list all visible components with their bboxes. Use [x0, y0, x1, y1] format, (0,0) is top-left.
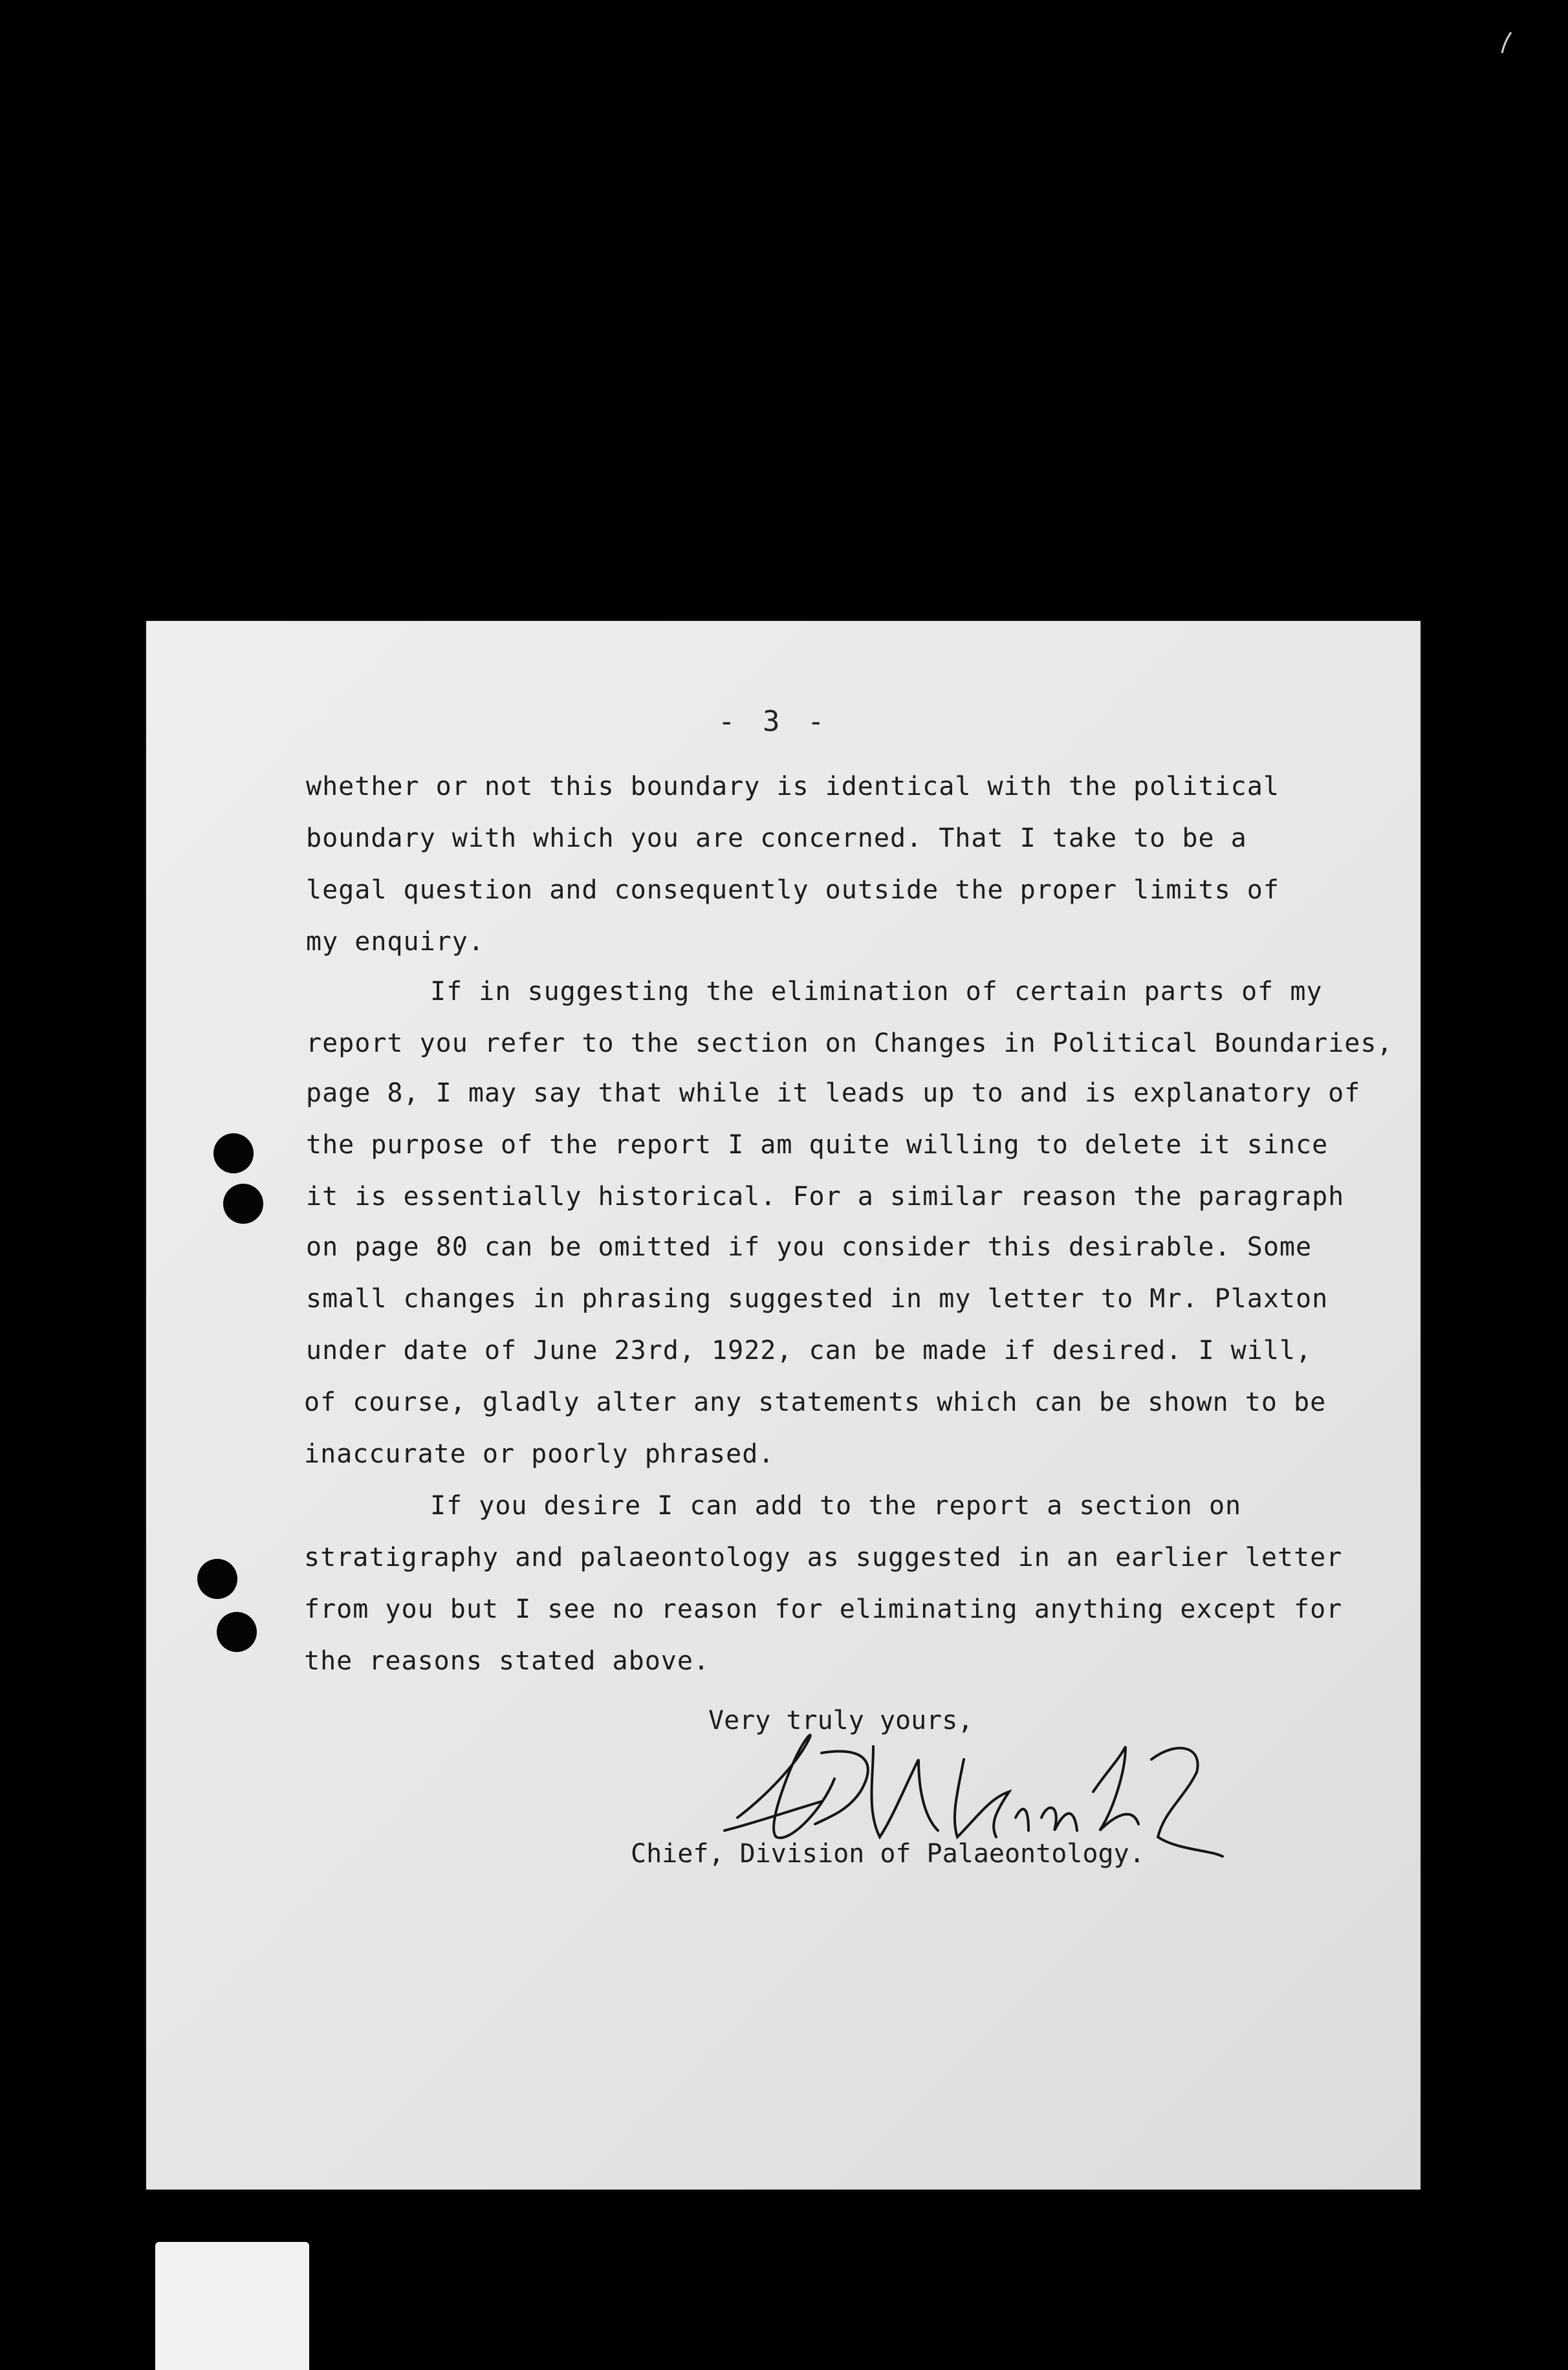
punch-hole [197, 1559, 237, 1599]
page-number: - 3 - [718, 705, 830, 738]
body-line: of course, gladly alter any statements which can be shown to be [304, 1387, 1327, 1417]
body-line: the purpose of the report I am quite willing to delete it since [306, 1130, 1329, 1160]
body-line: under date of June 23rd, 1922, can be made if desired. I will, [306, 1336, 1312, 1365]
stray-mark [1499, 30, 1514, 56]
body-line: on page 80 can be omitted if you consider this desirable. Some [306, 1232, 1312, 1262]
body-line: from you but I see no reason for eliminating anything except for [304, 1594, 1343, 1624]
body-line: stratigraphy and palaeontology as suggested in an earlier letter [304, 1543, 1343, 1572]
body-line: small changes in phrasing suggested in my letter to Mr. Plaxton [306, 1284, 1329, 1314]
signature-title: Chief, Division of Palaeontology. [631, 1839, 1145, 1869]
body-line: If you desire I can add to the report a section on [430, 1491, 1242, 1521]
closing: Very truly yours, [708, 1706, 974, 1735]
body-line: the reasons stated above. [304, 1646, 710, 1676]
body-line: page 8, I may say that while it leads up to and is explanatory of [306, 1078, 1361, 1108]
archive-tab [155, 2242, 309, 2370]
body-line: my enquiry. [306, 927, 485, 957]
body-line: boundary with which you are concerned. That I take to be a [306, 823, 1247, 853]
body-line: inaccurate or poorly phrased. [304, 1439, 775, 1469]
punch-hole [217, 1612, 257, 1652]
body-line: it is essentially historical. For a similar reason the paragraph [306, 1182, 1345, 1212]
body-line: whether or not this boundary is identical with the political [306, 772, 1279, 801]
body-line: If in suggesting the elimination of certain parts of my [430, 977, 1323, 1006]
body-line: legal question and consequently outside the proper limits of [306, 875, 1279, 905]
body-line: report you refer to the section on Changes in Political Boundaries, [306, 1028, 1393, 1058]
punch-hole [213, 1133, 254, 1173]
punch-hole [223, 1184, 263, 1224]
